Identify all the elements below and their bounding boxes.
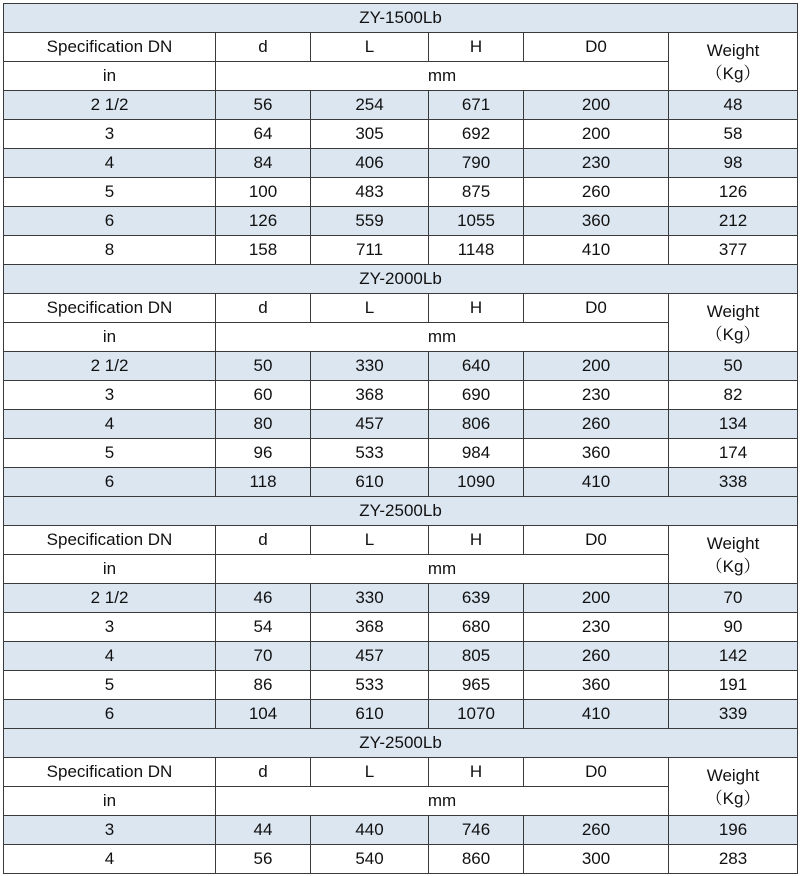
cell-d: 70	[216, 642, 311, 671]
cell-d0: 260	[524, 178, 669, 207]
column-header-row	[4, 294, 798, 323]
header-d0: D0	[524, 526, 669, 555]
cell-spec-dn: 5	[4, 178, 216, 207]
cell-h: 639	[429, 584, 524, 613]
cell-h: 680	[429, 613, 524, 642]
header-h: H	[429, 294, 524, 323]
cell-d: 56	[216, 91, 311, 120]
cell-weight: 196	[669, 816, 798, 845]
cell-h: 1070	[429, 700, 524, 729]
header-unit-in: in	[4, 62, 216, 91]
column-header-row	[4, 758, 798, 787]
cell-spec-dn: 8	[4, 236, 216, 265]
table-row	[4, 91, 798, 120]
cell-l: 610	[311, 468, 429, 497]
cell-h: 690	[429, 381, 524, 410]
section-title: ZY-1500Lb	[4, 4, 798, 33]
cell-spec-dn: 6	[4, 468, 216, 497]
header-spec: Specification DN	[4, 758, 216, 787]
cell-l: 305	[311, 120, 429, 149]
cell-h: 671	[429, 91, 524, 120]
header-d0: D0	[524, 758, 669, 787]
cell-weight: 82	[669, 381, 798, 410]
cell-d0: 410	[524, 468, 669, 497]
cell-d: 60	[216, 381, 311, 410]
weight-unit: （Kg）	[705, 556, 761, 576]
header-spec: Specification DN	[4, 526, 216, 555]
header-d0: D0	[524, 33, 669, 62]
cell-d: 100	[216, 178, 311, 207]
weight-unit: （Kg）	[705, 324, 761, 344]
cell-l: 533	[311, 439, 429, 468]
header-unit-mm: mm	[216, 555, 669, 584]
cell-weight: 98	[669, 149, 798, 178]
cell-weight: 126	[669, 178, 798, 207]
header-h: H	[429, 33, 524, 62]
column-header-row	[4, 526, 798, 555]
table-row	[4, 381, 798, 410]
cell-spec-dn: 6	[4, 700, 216, 729]
cell-l: 483	[311, 178, 429, 207]
table-row	[4, 352, 798, 381]
header-unit-in: in	[4, 555, 216, 584]
header-d: d	[216, 33, 311, 62]
header-spec: Specification DN	[4, 33, 216, 62]
section-title: ZY-2500Lb	[4, 729, 798, 758]
cell-l: 330	[311, 352, 429, 381]
cell-spec-dn: 6	[4, 207, 216, 236]
cell-weight: 134	[669, 410, 798, 439]
cell-d: 96	[216, 439, 311, 468]
cell-weight: 283	[669, 845, 798, 874]
specification-table-body	[4, 4, 798, 874]
cell-weight: 90	[669, 613, 798, 642]
cell-d0: 230	[524, 381, 669, 410]
cell-spec-dn: 5	[4, 439, 216, 468]
section-title-row	[4, 4, 798, 33]
cell-d0: 260	[524, 410, 669, 439]
section-title-row	[4, 729, 798, 758]
header-d: d	[216, 758, 311, 787]
cell-h: 692	[429, 120, 524, 149]
header-l: L	[311, 33, 429, 62]
cell-spec-dn: 4	[4, 845, 216, 874]
cell-l: 368	[311, 381, 429, 410]
cell-spec-dn: 5	[4, 671, 216, 700]
table-row	[4, 642, 798, 671]
cell-l: 330	[311, 584, 429, 613]
cell-spec-dn: 3	[4, 816, 216, 845]
cell-d0: 260	[524, 816, 669, 845]
cell-d: 64	[216, 120, 311, 149]
cell-d0: 230	[524, 149, 669, 178]
cell-d0: 360	[524, 671, 669, 700]
cell-spec-dn: 3	[4, 613, 216, 642]
weight-label: Weight	[706, 301, 760, 321]
cell-d0: 360	[524, 439, 669, 468]
cell-h: 875	[429, 178, 524, 207]
cell-spec-dn: 3	[4, 120, 216, 149]
weight-label: Weight	[706, 533, 760, 553]
cell-l: 368	[311, 613, 429, 642]
header-d: d	[216, 294, 311, 323]
cell-d: 80	[216, 410, 311, 439]
cell-h: 1090	[429, 468, 524, 497]
cell-spec-dn: 2 1/2	[4, 352, 216, 381]
cell-d0: 230	[524, 613, 669, 642]
header-unit-mm: mm	[216, 323, 669, 352]
header-weight	[669, 33, 798, 91]
cell-d0: 360	[524, 207, 669, 236]
header-l: L	[311, 758, 429, 787]
cell-d: 54	[216, 613, 311, 642]
cell-weight: 50	[669, 352, 798, 381]
cell-spec-dn: 4	[4, 642, 216, 671]
cell-weight: 48	[669, 91, 798, 120]
cell-weight: 377	[669, 236, 798, 265]
cell-h: 1148	[429, 236, 524, 265]
header-unit-mm: mm	[216, 62, 669, 91]
table-row	[4, 120, 798, 149]
table-row	[4, 816, 798, 845]
cell-h: 640	[429, 352, 524, 381]
cell-spec-dn: 3	[4, 381, 216, 410]
cell-weight: 174	[669, 439, 798, 468]
cell-d: 84	[216, 149, 311, 178]
cell-l: 440	[311, 816, 429, 845]
cell-h: 805	[429, 642, 524, 671]
table-row	[4, 584, 798, 613]
cell-weight: 142	[669, 642, 798, 671]
cell-d0: 200	[524, 120, 669, 149]
cell-d0: 300	[524, 845, 669, 874]
table-row	[4, 178, 798, 207]
table-row	[4, 700, 798, 729]
cell-d: 86	[216, 671, 311, 700]
cell-h: 806	[429, 410, 524, 439]
cell-h: 860	[429, 845, 524, 874]
cell-d: 158	[216, 236, 311, 265]
cell-d0: 200	[524, 584, 669, 613]
column-header-row	[4, 33, 798, 62]
cell-d0: 260	[524, 642, 669, 671]
cell-h: 746	[429, 816, 524, 845]
header-unit-mm: mm	[216, 787, 669, 816]
table-row	[4, 845, 798, 874]
cell-l: 540	[311, 845, 429, 874]
cell-d: 126	[216, 207, 311, 236]
cell-d0: 200	[524, 91, 669, 120]
cell-weight: 70	[669, 584, 798, 613]
cell-spec-dn: 4	[4, 149, 216, 178]
header-weight	[669, 294, 798, 352]
cell-l: 533	[311, 671, 429, 700]
cell-d0: 410	[524, 700, 669, 729]
weight-label: Weight	[706, 40, 760, 60]
weight-unit: （Kg）	[705, 63, 761, 83]
cell-h: 790	[429, 149, 524, 178]
cell-weight: 191	[669, 671, 798, 700]
cell-d: 56	[216, 845, 311, 874]
cell-l: 610	[311, 700, 429, 729]
header-spec: Specification DN	[4, 294, 216, 323]
cell-h: 965	[429, 671, 524, 700]
cell-d: 118	[216, 468, 311, 497]
table-row	[4, 207, 798, 236]
cell-weight: 58	[669, 120, 798, 149]
header-weight	[669, 526, 798, 584]
header-d0: D0	[524, 294, 669, 323]
table-row	[4, 468, 798, 497]
cell-weight: 338	[669, 468, 798, 497]
cell-d0: 410	[524, 236, 669, 265]
cell-l: 559	[311, 207, 429, 236]
cell-spec-dn: 2 1/2	[4, 91, 216, 120]
header-d: d	[216, 526, 311, 555]
cell-weight: 339	[669, 700, 798, 729]
cell-d0: 200	[524, 352, 669, 381]
cell-d: 104	[216, 700, 311, 729]
section-title: ZY-2000Lb	[4, 265, 798, 294]
cell-h: 984	[429, 439, 524, 468]
cell-weight: 212	[669, 207, 798, 236]
header-h: H	[429, 526, 524, 555]
section-title: ZY-2500Lb	[4, 497, 798, 526]
cell-spec-dn: 4	[4, 410, 216, 439]
table-row	[4, 439, 798, 468]
cell-spec-dn: 2 1/2	[4, 584, 216, 613]
weight-unit: （Kg）	[705, 788, 761, 808]
header-h: H	[429, 758, 524, 787]
cell-l: 457	[311, 642, 429, 671]
cell-l: 711	[311, 236, 429, 265]
weight-label: Weight	[706, 765, 760, 785]
specification-table	[3, 3, 798, 874]
section-title-row	[4, 265, 798, 294]
cell-d: 50	[216, 352, 311, 381]
cell-l: 254	[311, 91, 429, 120]
header-weight	[669, 758, 798, 816]
header-l: L	[311, 526, 429, 555]
header-unit-in: in	[4, 323, 216, 352]
cell-l: 406	[311, 149, 429, 178]
header-unit-in: in	[4, 787, 216, 816]
table-row	[4, 613, 798, 642]
table-row	[4, 671, 798, 700]
cell-h: 1055	[429, 207, 524, 236]
table-row	[4, 236, 798, 265]
table-row	[4, 410, 798, 439]
table-row	[4, 149, 798, 178]
header-l: L	[311, 294, 429, 323]
section-title-row	[4, 497, 798, 526]
cell-d: 44	[216, 816, 311, 845]
cell-d: 46	[216, 584, 311, 613]
cell-l: 457	[311, 410, 429, 439]
